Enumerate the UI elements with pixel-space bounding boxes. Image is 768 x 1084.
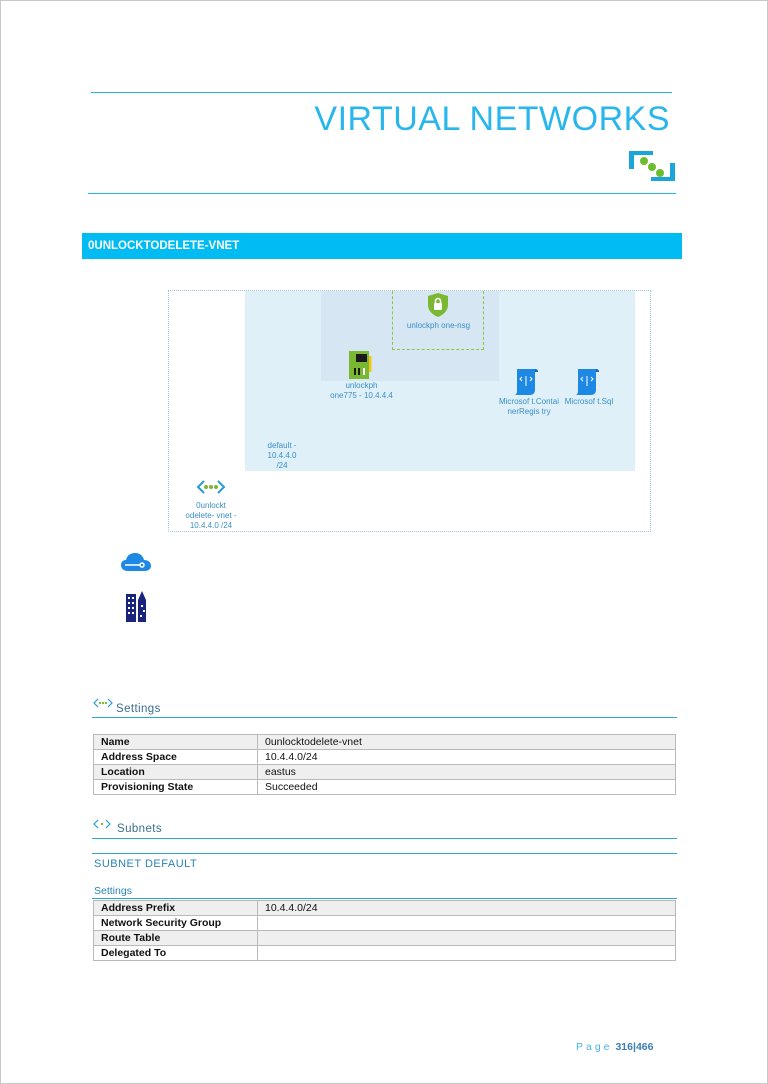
nsg-shield-icon xyxy=(427,292,449,318)
subnets-heading: Subnets xyxy=(117,823,162,835)
endpoint-sql-label: Microsof t.Sql xyxy=(564,397,614,406)
table-row: Route Table xyxy=(94,931,676,946)
vnet-label: 0unlockt odelete- vnet - 10.4.4.0 /24 xyxy=(185,501,237,530)
page-footer xyxy=(576,1041,653,1053)
cloud-icon xyxy=(120,551,152,573)
subnet-settings-rule xyxy=(92,898,677,899)
table-row: Name 0unlocktodelete-vnet xyxy=(94,735,676,750)
table-row: Network Security Group xyxy=(94,916,676,931)
page-current: 316 xyxy=(615,1041,633,1053)
page-word: Page xyxy=(576,1041,613,1053)
table-row: Provisioning State Succeeded xyxy=(94,780,676,795)
page-total: 466 xyxy=(635,1041,654,1053)
building-icon xyxy=(125,590,147,622)
header-bottom-rule xyxy=(88,193,676,194)
header-top-rule xyxy=(91,92,672,93)
settings-rule xyxy=(92,717,677,718)
subnet-divider xyxy=(92,853,677,854)
vnet-settings-table xyxy=(93,734,676,795)
subnet-title: SUBNET DEFAULT xyxy=(94,858,198,870)
subnet-settings-table xyxy=(93,900,676,961)
subnet-label: default - 10.4.4.0 /24 xyxy=(267,441,297,470)
network-interface-icon xyxy=(348,350,372,380)
page-title: VIRTUAL NETWORKS xyxy=(314,100,670,138)
table-row: Address Prefix 10.4.4.0/24 xyxy=(94,901,676,916)
table-row: Location eastus xyxy=(94,765,676,780)
section-title: 0UNLOCKTODELETE-VNET xyxy=(88,240,240,252)
service-endpoint-icon xyxy=(513,366,541,396)
table-row: Address Space 10.4.4.0/24 xyxy=(94,750,676,765)
service-endpoint-icon xyxy=(574,366,602,396)
page-separator: | xyxy=(632,1041,636,1053)
nsg-label: unlockph one-nsg xyxy=(406,321,471,330)
subnets-rule xyxy=(92,838,677,839)
nic-label: unlockph one775 - 10.4.4.4 xyxy=(330,381,393,400)
network-diagram xyxy=(168,290,651,532)
subnets-icon xyxy=(93,819,111,829)
table-row: Delegated To xyxy=(94,946,676,961)
settings-heading: Settings xyxy=(116,703,161,715)
section-header xyxy=(82,233,682,259)
settings-vnet-icon xyxy=(93,698,113,708)
subnet-settings-heading: Settings xyxy=(94,885,132,897)
vnet-icon xyxy=(196,479,226,495)
virtual-network-icon xyxy=(627,148,677,184)
endpoint-container-registry-label: Microsof t.Contai nerRegis try xyxy=(498,397,560,416)
